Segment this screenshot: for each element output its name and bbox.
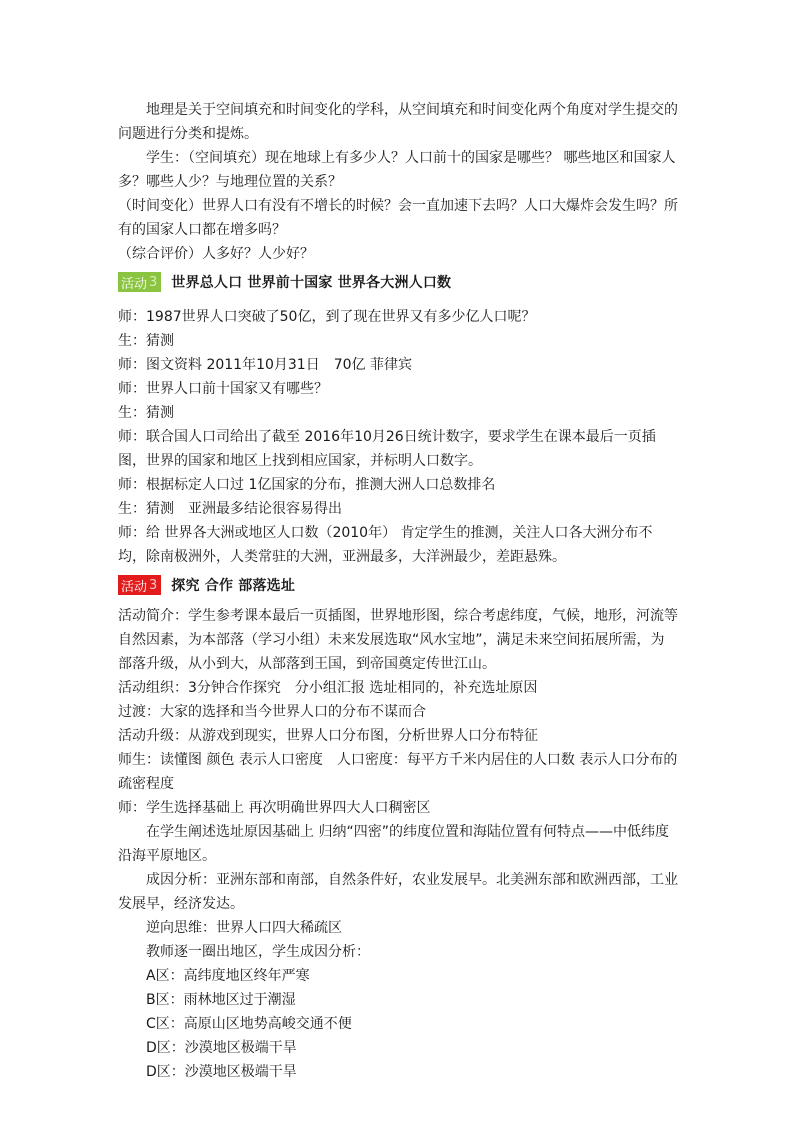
intro-paragraph: （综合评价）人多好？人少好？ <box>118 246 314 262</box>
region-item: C区：高原山区地势高峻交通不便 <box>146 1016 352 1032</box>
dialogue-line: 生：猜测 <box>118 333 174 349</box>
indented-line: 逆向思维：世界人口四大稀疏区 <box>146 920 342 936</box>
activity-line: 活动升级：从游戏到现实，世界人口分布图，分析世界人口分布特征 <box>118 728 538 744</box>
dialogue-line: 生：猜测 <box>118 405 174 421</box>
activity-tag-number: 3 <box>149 274 158 290</box>
intro-paragraph: 学生：（空间填充）现在地球上有多少人？人口前十的国家是哪些？ 哪些地区和国家人多？哪些人少？与地理位置的关系？ <box>118 150 676 190</box>
activity-tag-number: 3 <box>149 577 158 593</box>
region-item: B区：雨林地区过于潮湿 <box>146 992 296 1008</box>
activity-title: 世界总人口 世界前十国家 世界各大洲人口数 <box>171 275 452 291</box>
dialogue-line: 师：根据标定人口过 1亿国家的分布，推测大洲人口总数排名 <box>118 477 496 493</box>
activity-line: 活动组织：3分钟合作探究 分小组汇报 选址相同的，补充选址原因 <box>118 680 538 696</box>
activity-line: 活动简介：学生参考课本最后一页插图，世界地形图，综合考虑纬度，气候，地形，河流等自然因素，为本部落（学习小组）未来发展选取“风水宝地”，满足未来空间拓展所需，为部落升级，从小到大，从部落到王国，到帝国奠定传世江山。 <box>118 608 678 672</box>
activity-tag-label: 活动 <box>121 276 148 292</box>
indented-paragraph: 成因分析：亚洲东部和南部，自然条件好，农业发展早。北美洲东部和欧洲西部，工业发展早，经济发达。 <box>118 872 678 912</box>
activity-heading <box>118 269 678 295</box>
dialogue-line: 师：1987世界人口突破了50亿，到了现在世界又有多少亿人口呢？ <box>118 309 536 325</box>
activity-line: 师：学生选择基础上 再次明确世界四大人口稠密区 <box>118 800 431 816</box>
dialogue-line: 师：给 世界各大洲或地区人口数（2010年） 肯定学生的推测，关注人口各大洲分布不均，除南极洲外，人类常驻的大洲，亚洲最多，大洋洲最少，差距悬殊。 <box>118 525 653 565</box>
region-item: D区：沙漠地区极端干旱 <box>146 1040 297 1056</box>
activity-line: 过渡：大家的选择和当今世界人口的分布不谋而合 <box>118 704 426 720</box>
activity-tag <box>118 272 161 292</box>
dialogue-line: 师：联合国人口司给出了截至 2016年10月26日统计数字，要求学生在课本最后一页插图，世界的国家和地区上找到相应国家，并标明人口数字。 <box>118 429 656 469</box>
activity-title: 探究 合作 部落选址 <box>171 578 296 594</box>
activity-heading <box>118 572 678 598</box>
intro-paragraph: （时间变化）世界人口有没有不增长的时候？会一直加速下去吗？人口大爆炸会发生吗？所有的国家人口都在增多吗？ <box>118 198 678 238</box>
activity-tag-label: 活动 <box>121 579 148 595</box>
region-item: A区：高纬度地区终年严寒 <box>146 968 310 984</box>
activity-line: 师生：读懂图 颜色 表示人口密度 人口密度：每平方千米内居住的人口数 表示人口分布的疏密程度 <box>118 752 678 792</box>
dialogue-line: 师：世界人口前十国家又有哪些？ <box>118 381 328 397</box>
region-item: D区：沙漠地区极端干旱 <box>146 1064 297 1080</box>
document-body <box>118 98 678 1084</box>
indented-line: 教师逐一圈出地区，学生成因分析： <box>146 944 370 960</box>
indented-paragraph: 在学生阐述选址原因基础上 归纳“四密”的纬度位置和海陆位置有何特点——中低纬度沿海平原地区。 <box>118 824 669 864</box>
dialogue-line: 生：猜测 亚洲最多结论很容易得出 <box>118 501 342 517</box>
intro-paragraph: 地理是关于空间填充和时间变化的学科，从空间填充和时间变化两个角度对学生提交的问题进行分类和提炼。 <box>118 102 678 142</box>
activity-tag <box>118 575 161 595</box>
dialogue-line: 师：图文资料 2011年10月31日 70亿 菲律宾 <box>118 357 412 373</box>
